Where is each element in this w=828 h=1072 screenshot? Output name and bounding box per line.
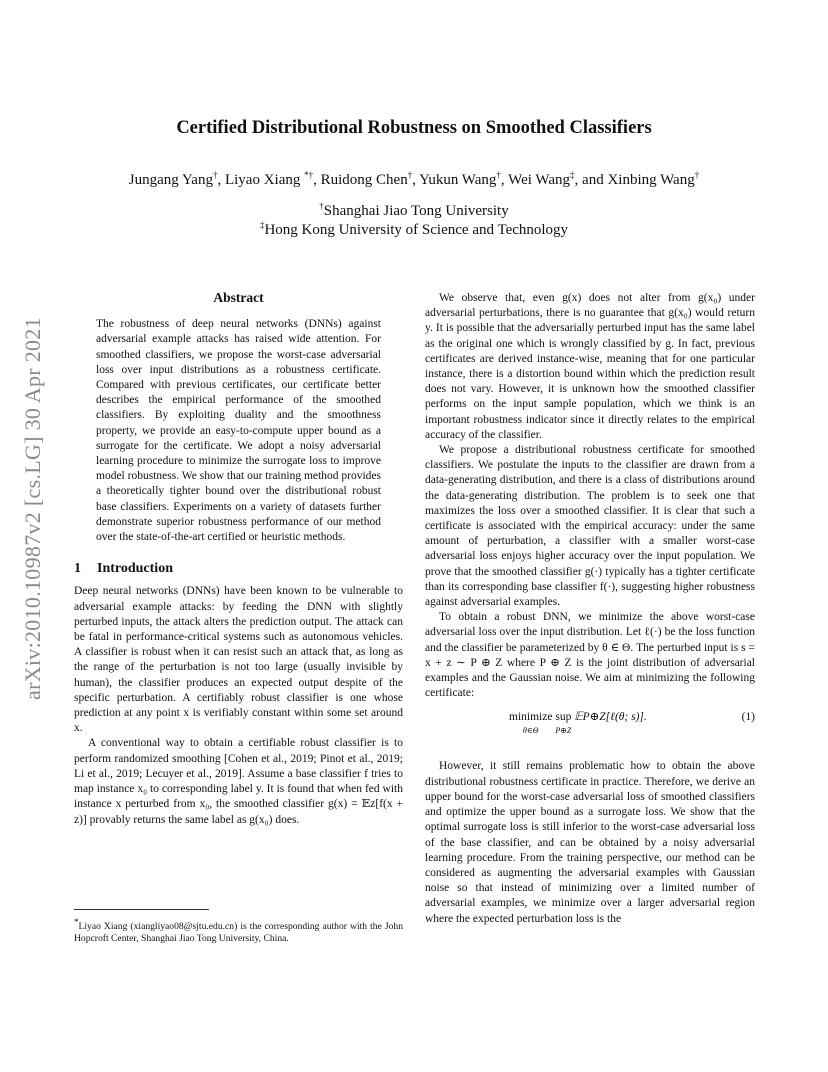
- section-number: 1: [74, 561, 81, 577]
- author: Xinbing Wang†: [607, 170, 700, 188]
- author-list: [0, 172, 828, 189]
- author: Jungang Yang†,: [128, 170, 225, 188]
- left-column: [74, 290, 403, 828]
- author: Ruidong Chen†,: [320, 170, 420, 188]
- section-title: Introduction: [97, 561, 173, 577]
- paragraph: A conventional way to obtain a certifiable robust classifier is to perform randomized smoothing [Cohen et al., 2019; Pinot et al., 2019; Li et al., 2019; Lecuyer et al., 2019]. Assume a base classifier f tries to map instance x₀ to corresponding label y. It is found that when fed with instance x perturbed from x₀, the smoothed classifier g(x) = 𝔼z[f(x + z)] provably returns the same label as g(x₀) does.: [74, 737, 403, 826]
- footnote: *Liyao Xiang (xiangliyao08@sjtu.edu.cn) is the corresponding author with the John Hopcroft Center, Shanghai Jiao Tong University, China.: [74, 916, 403, 945]
- equation-body: [509, 710, 647, 734]
- equation-expression: 𝔼P⊕Z[ℓ(θ; s)].: [574, 711, 647, 724]
- right-column: [425, 291, 755, 927]
- paragraph: Deep neural networks (DNNs) have been known to be vulnerable to adversarial example attacks: by feeding the DNN with slightly perturbed inputs, the attack alters the prediction output. The attack can be fatal in performance-critical systems such as autonomous vehicles. A classifier is robust when it can resist such an attack that, as long as the range of the perturbation is not too large (usually invisible by human), the classifier produces an expected output despite of the specific perturbation. A certifiably robust classifier is one whose prediction at any point x is verifiably constant within some set around x.: [74, 585, 403, 735]
- paragraph: However, it still remains problematic how to obtain the above distributional robustness certificate in practice. Therefore, we derive an upper bound for the worst-case adversarial loss of smoothed classifiers and optimize the upper bound as a surrogate loss. We show that the optimal surrogate loss is still inferior to the worst-case adversarial loss of the base classifier, and can be obtained by a noisy adversarial learning procedure. From the training perspective, our method can be considered as augmenting the adversarial examples with Gaussian noise so that instead of minimizing over a limited number of adversarial examples, we minimize over a larger adversarial region where the expected perturbation loss is the: [425, 760, 755, 925]
- affiliation: ‡Hong Kong University of Science and Technology: [259, 220, 569, 238]
- author: Liyao Xiang *†,: [224, 170, 321, 188]
- paragraph: We propose a distributional robustness certificate for smoothed classifiers. We postulate the inputs to the classifier are drawn from a data-generating distribution, and there is a class of distributions around the data-generating distribution. The problem is to seek one that maximizes the loss over a smoothed classifier. It is clear that such a certificate is associated with the empirical accuracy: under the same amount of perturbation, a classifier with a smaller worst-case adversarial loss enjoys higher accuracy over the input population. We prove that the smoothed classifier g(·) typically has a tighter certificate than its corresponding base classifier f(·), suggesting higher robustness against adversarial examples.: [425, 444, 755, 609]
- sup-operator: sup P⊕Z: [555, 711, 572, 735]
- affiliation: †Shanghai Jiao Tong University: [319, 201, 509, 219]
- abstract-text: The robustness of deep neural networks (DNNs) against adversarial example attacks has raised wide attention. For smoothed classifiers, we propose the worst-case adversarial loss over input distributions as a robustness certificate. Compared with previous certificates, our certificate better describes the empirical performance of the smoothed classifiers. By exploiting duality and the smoothness property, we provide an easy-to-compute upper bound as a surrogate for the certificate. We adopt a noisy adversarial learning procedure to minimize the surrogate loss to improve model robustness. We show that our training method provides a theoretically tighter bound over the distributional robust base classifiers. Experiments on a variety of datasets further demonstrate superior robustness performance of our method over the state-of-the-art certified or heuristic methods.: [96, 318, 381, 544]
- section-heading: [74, 561, 403, 576]
- paragraph: We observe that, even g(x) does not alter from g(x₀) under adversarial perturbations, there is no guarantee that g(x₀) would return y. It is possible that the adversarially perturbed input has the same label as the original one which is wrongly classified by g. In fact, previous certificates are derived instance-wise, meaning that for one particular instance, there is a distortion bound within which the prediction result does not vary. However, it is unknown how the smoothed classifier performs on the input sample population, which we think is an important robustness indicator since it directly relates to the empirical accuracy of the classifier.: [425, 292, 755, 441]
- author: Yukun Wang†,: [419, 170, 509, 188]
- paper-title: Certified Distributional Robustness on Smoothed Classifiers: [176, 118, 652, 138]
- paragraph: To obtain a robust DNN, we minimize the above worst-case adversarial loss over the input distribution. Let ℓ(·) be the loss function and the classifier be parameterized by θ ∈ Θ. The perturbed input is s = x + z ∼ P ⊕ Z where P ⊕ Z is the joint distribution of adversarial examples and the Gaussian noise. We aim at minimizing the following certificate:: [425, 611, 755, 700]
- equation-number: (1): [741, 711, 755, 724]
- arxiv-identifier: arXiv:2010.10987v2 [cs.LG] 30 Apr 2021: [20, 317, 45, 700]
- minimize-operator: minimize θ∈Θ: [509, 711, 553, 735]
- author: Wei Wang‡, and: [508, 170, 608, 188]
- equation-1: [425, 710, 755, 748]
- abstract-heading: Abstract: [213, 290, 264, 305]
- footnote-rule: [74, 909, 209, 910]
